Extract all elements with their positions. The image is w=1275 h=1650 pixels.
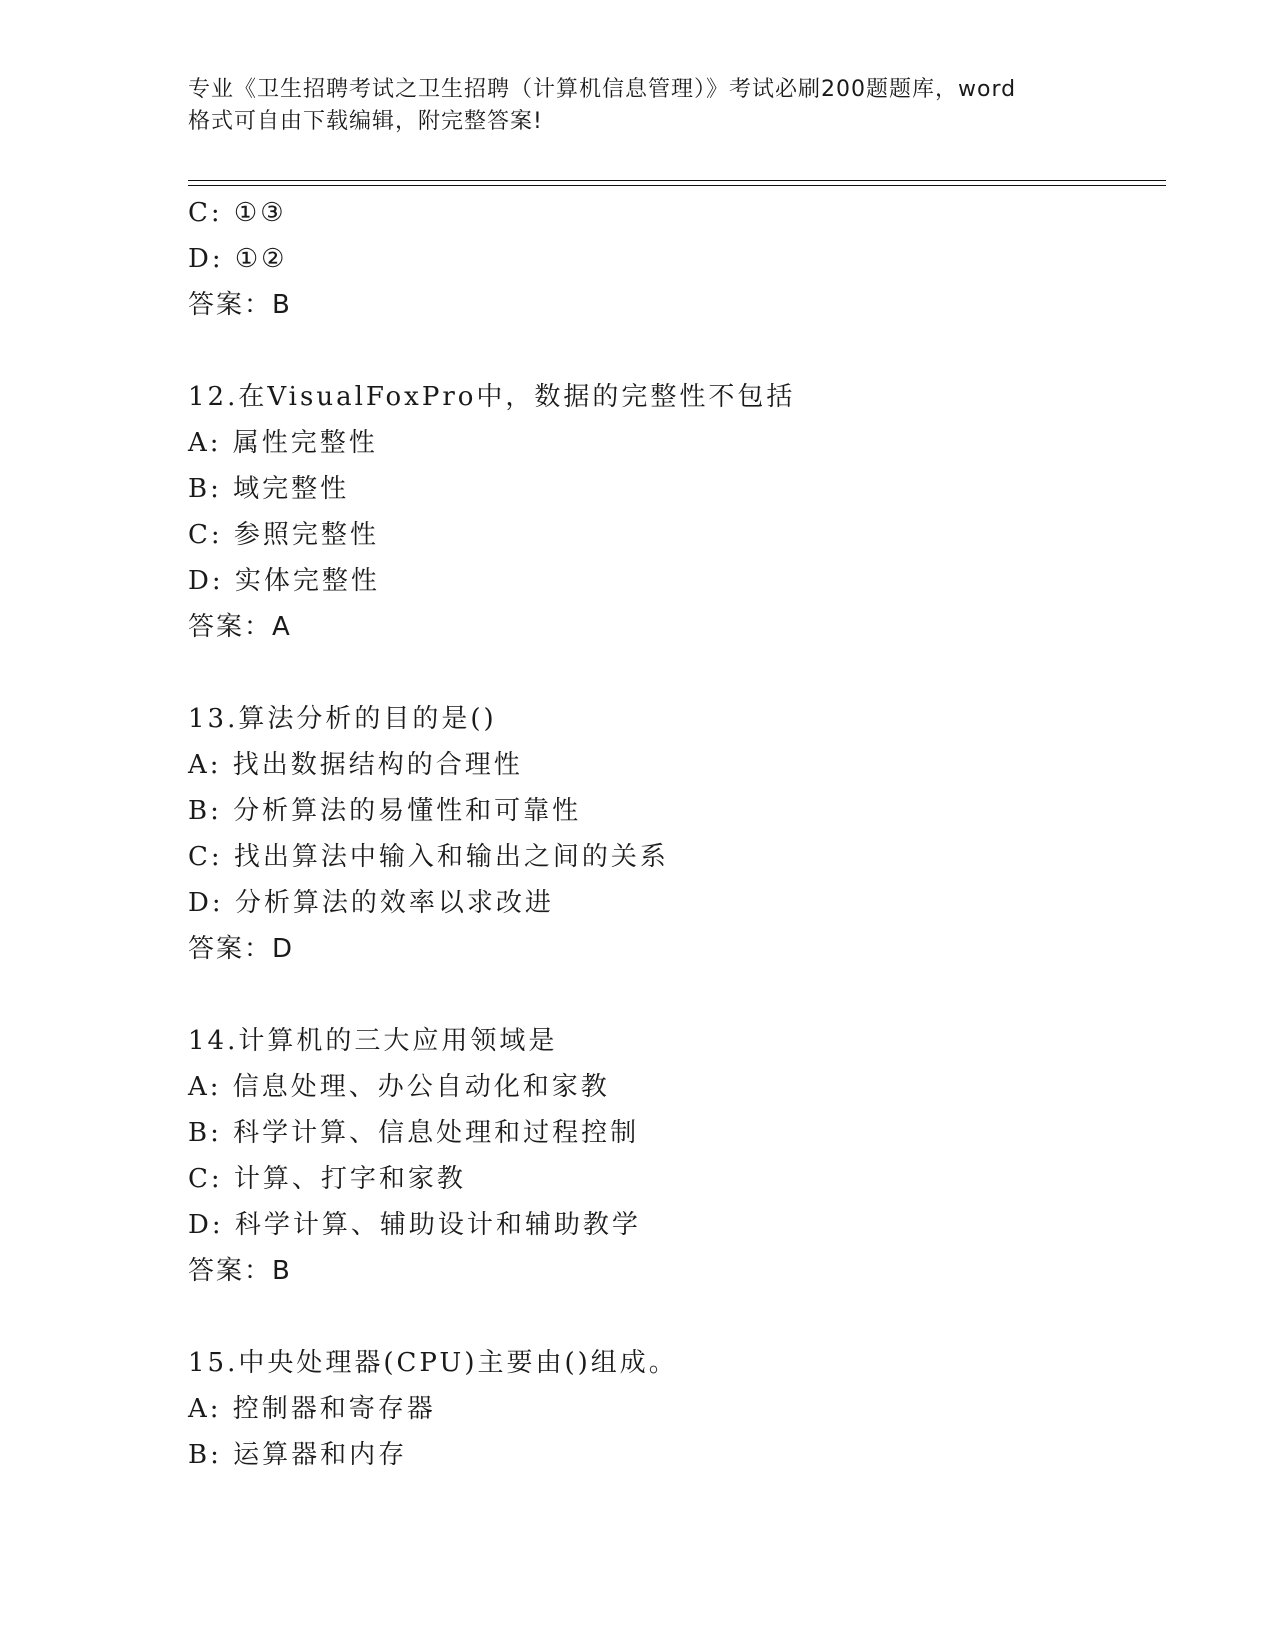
option-b: B: 科学计算、信息处理和过程控制 bbox=[188, 1118, 640, 1148]
option-d: D: 实体完整性 bbox=[188, 566, 380, 596]
option-b: B: 域完整性 bbox=[188, 474, 350, 504]
answer: 答案：B bbox=[188, 290, 292, 320]
question-stem: 14.计算机的三大应用领域是 bbox=[188, 1026, 558, 1056]
option-a: A: 属性完整性 bbox=[188, 428, 378, 458]
question-11-tail bbox=[188, 190, 1148, 328]
header-line-1: 专业《卫生招聘考试之卫生招聘（计算机信息管理）》考试必刷200题题库，word bbox=[188, 77, 1017, 102]
header-line-2: 格式可自由下载编辑，附完整答案! bbox=[188, 109, 543, 134]
option-d: D: ①② bbox=[188, 244, 288, 274]
spacer bbox=[188, 1294, 1148, 1340]
question-14 bbox=[188, 1018, 1148, 1294]
option-a: A: 信息处理、办公自动化和家教 bbox=[188, 1072, 610, 1102]
option-b: B: 分析算法的易懂性和可靠性 bbox=[188, 796, 582, 826]
question-13 bbox=[188, 696, 1148, 972]
spacer bbox=[188, 328, 1148, 374]
spacer bbox=[188, 972, 1148, 1018]
answer: 答案：A bbox=[188, 612, 292, 642]
question-15 bbox=[188, 1340, 1148, 1478]
option-d: D: 科学计算、辅助设计和辅助教学 bbox=[188, 1210, 641, 1240]
answer: 答案：B bbox=[188, 1256, 292, 1286]
document-header bbox=[188, 74, 1088, 138]
option-d: D: 分析算法的效率以求改进 bbox=[188, 888, 554, 918]
option-c: C: 计算、打字和家教 bbox=[188, 1164, 466, 1194]
question-stem: 15.中央处理器(CPU)主要由()组成。 bbox=[188, 1348, 678, 1378]
option-c: C: ①③ bbox=[188, 198, 287, 228]
option-c: C: 参照完整性 bbox=[188, 520, 379, 550]
spacer bbox=[188, 650, 1148, 696]
question-list bbox=[188, 190, 1148, 1478]
question-12 bbox=[188, 374, 1148, 650]
option-b: B: 运算器和内存 bbox=[188, 1440, 408, 1470]
option-c: C: 找出算法中输入和输出之间的关系 bbox=[188, 842, 669, 872]
header-rule-top bbox=[188, 180, 1166, 181]
header-rule-bottom bbox=[188, 185, 1166, 186]
question-stem: 13.算法分析的目的是() bbox=[188, 704, 497, 734]
answer: 答案：D bbox=[188, 934, 295, 964]
option-a: A: 找出数据结构的合理性 bbox=[188, 750, 523, 780]
question-stem: 12.在VisualFoxPro中，数据的完整性不包括 bbox=[188, 382, 796, 412]
option-a: A: 控制器和寄存器 bbox=[188, 1394, 436, 1424]
